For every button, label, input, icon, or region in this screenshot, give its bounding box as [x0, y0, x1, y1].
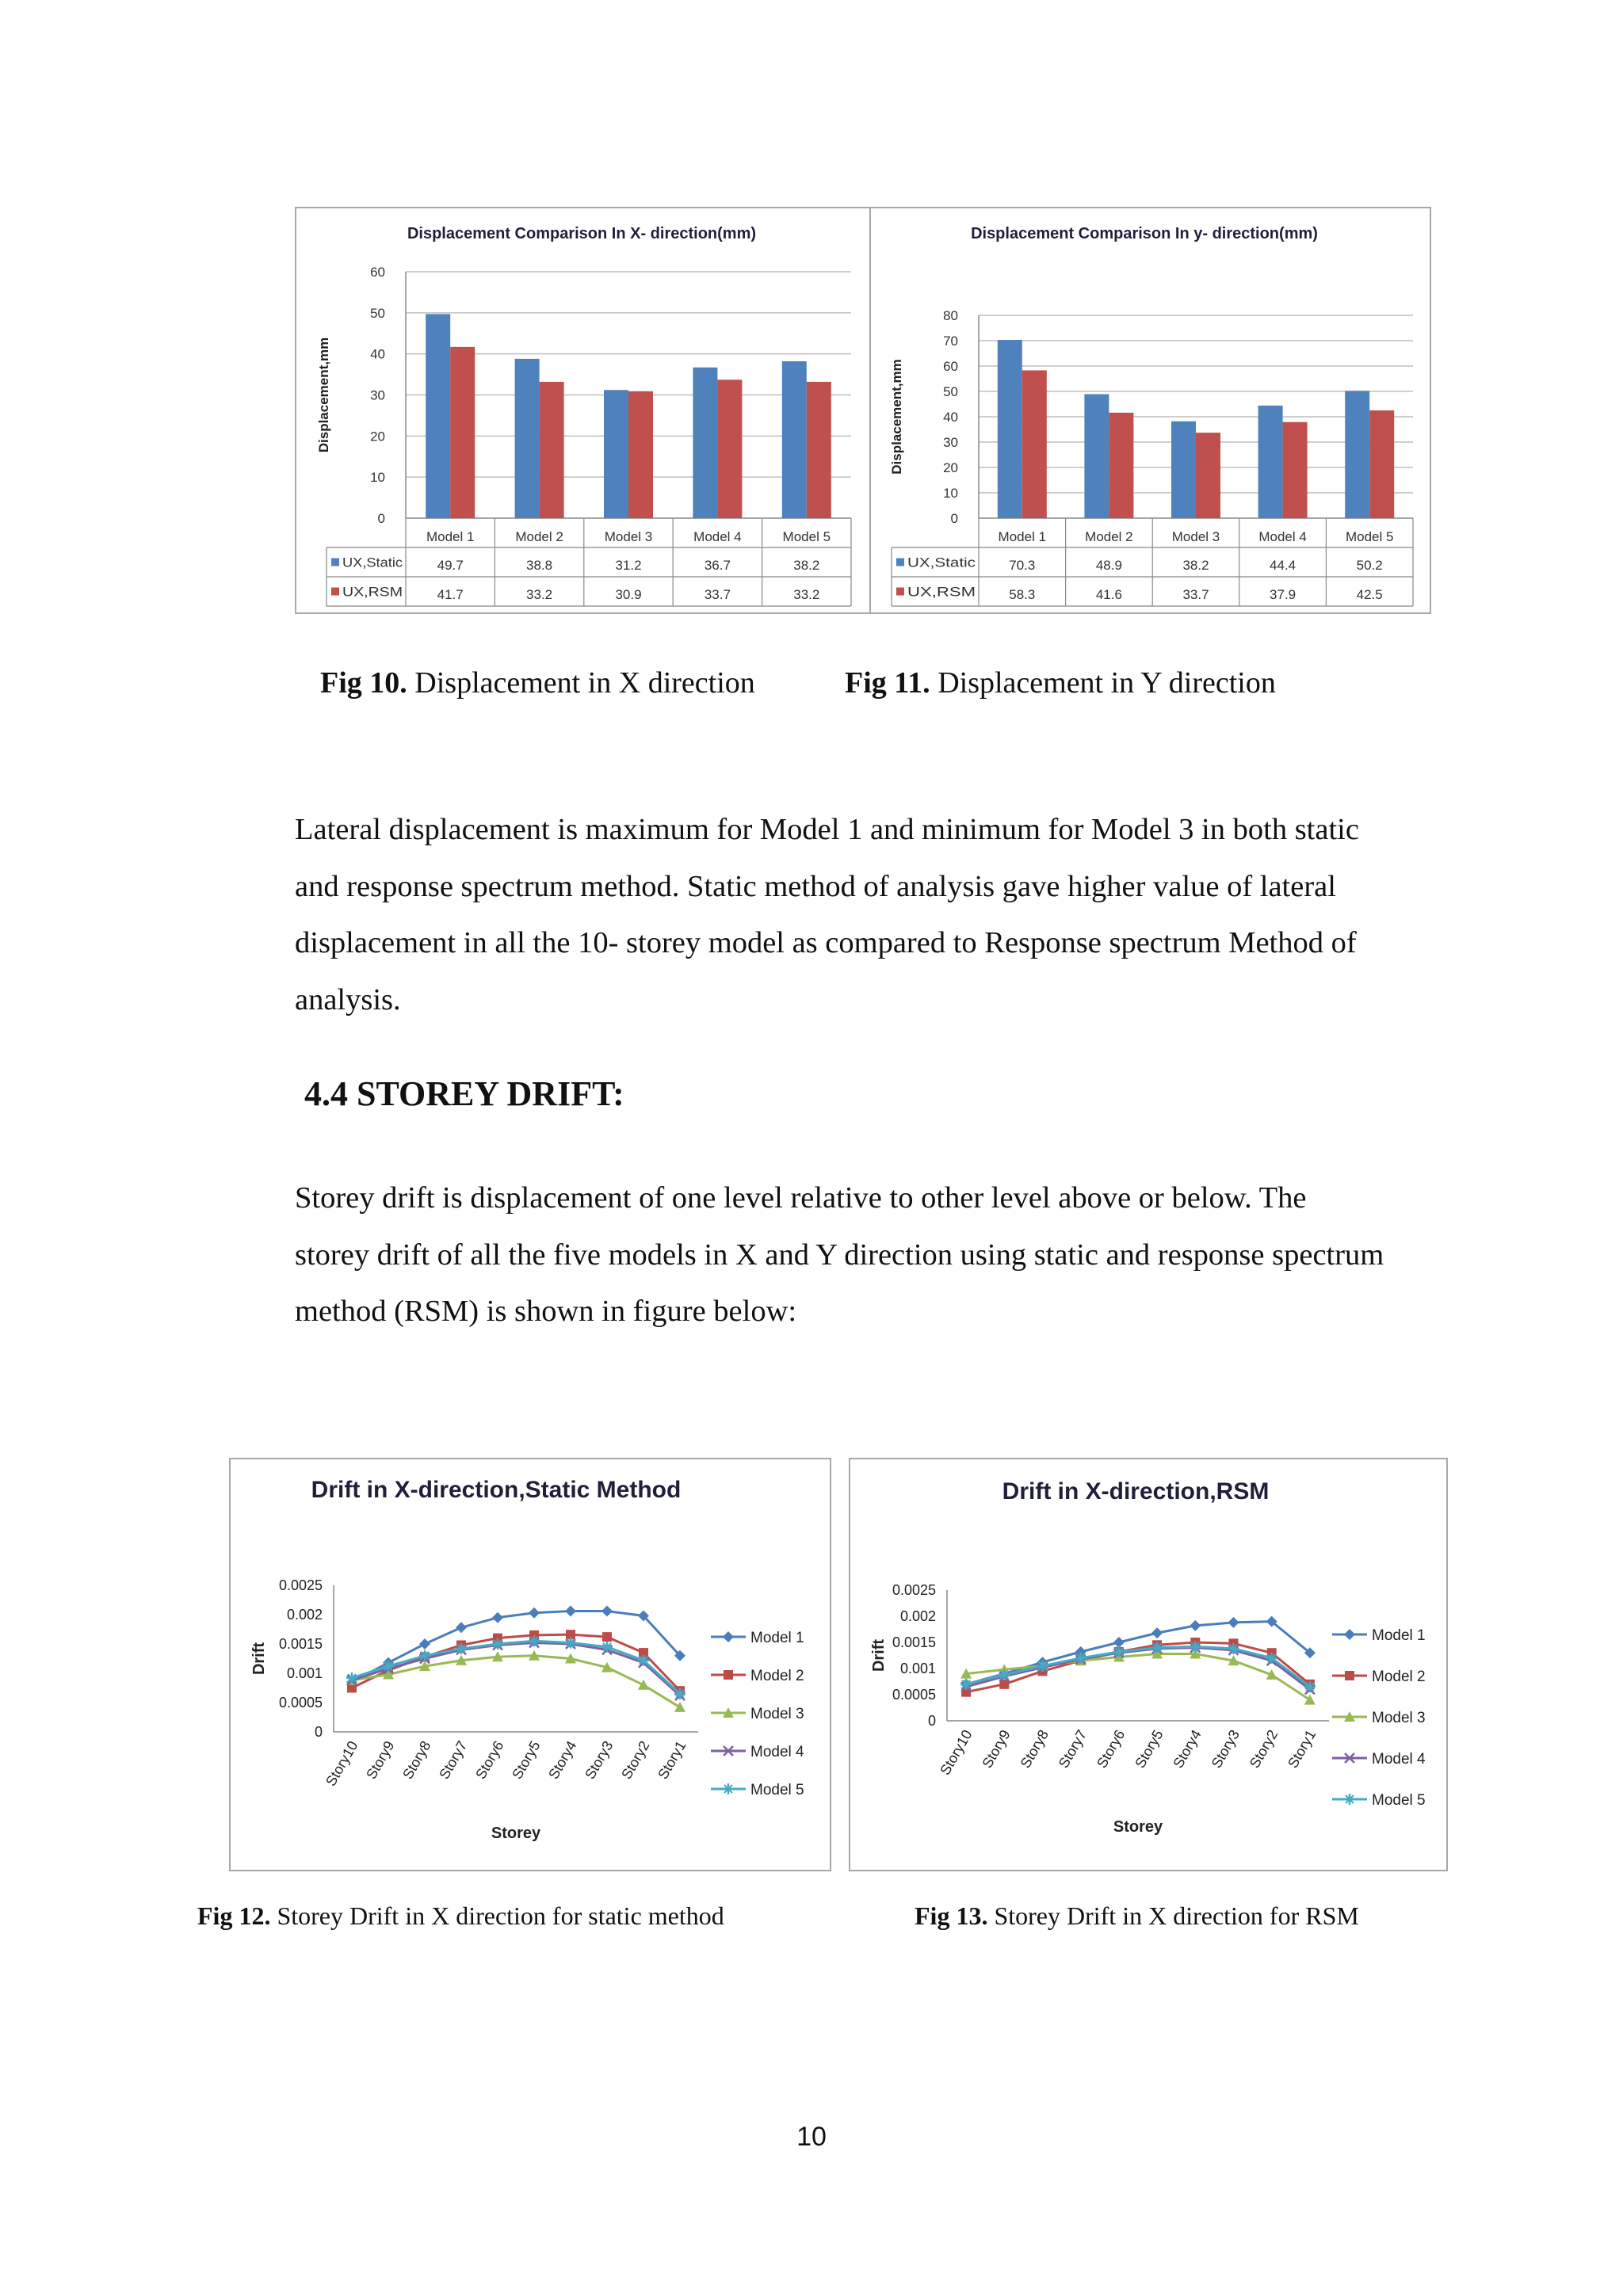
paragraph1-line: and response spectrum method. Static method of analysis gave higher value of lateral — [295, 869, 1336, 903]
data-table-value: 33.2 — [526, 587, 553, 602]
legend-label: Model 4 — [750, 1744, 804, 1760]
data-table-value: 48.9 — [1095, 558, 1122, 573]
data-point — [1228, 1643, 1239, 1654]
y-tick-label: 0 — [314, 1724, 323, 1740]
x-tick-label: Story3 — [1208, 1727, 1243, 1772]
figure-10-chart — [295, 207, 871, 614]
bar — [540, 382, 564, 518]
fig11-caption — [845, 666, 1276, 700]
paragraph2-line: method (RSM) is shown in figure below: — [295, 1295, 797, 1328]
fig13-caption-text: Storey Drift in X direction for RSM — [987, 1901, 1359, 1930]
bar — [1022, 370, 1047, 518]
chart-title: Drift in X-direction,Static Method — [311, 1477, 682, 1503]
data-point — [1151, 1642, 1163, 1653]
y-axis-label: Drift — [870, 1638, 888, 1672]
data-point — [1190, 1641, 1201, 1652]
legend-swatch — [331, 588, 339, 596]
paragraph1-line: displacement in all the 10- storey model as compared to Response spectrum Method of — [295, 926, 1357, 959]
data-point — [999, 1669, 1010, 1680]
figure-11-chart — [869, 207, 1431, 614]
bar — [515, 359, 540, 518]
data-point — [456, 1622, 467, 1633]
y-tick-label: 30 — [370, 387, 385, 403]
bar — [1109, 413, 1133, 518]
legend-label: Model 2 — [750, 1668, 804, 1684]
x-tick-label: Story7 — [436, 1738, 471, 1783]
fig12-svg — [231, 1459, 830, 1870]
x-tick-label: Model 3 — [1171, 529, 1220, 544]
data-table-value: 58.3 — [1009, 587, 1036, 602]
x-tick-label: Story6 — [472, 1738, 507, 1783]
y-tick-label: 0 — [927, 1713, 936, 1729]
fig11-caption-text: Displacement in Y direction — [930, 666, 1276, 700]
data-table-value: 33.7 — [704, 587, 731, 602]
data-table-value: 38.2 — [793, 558, 820, 573]
legend-swatch — [896, 588, 904, 596]
data-point — [419, 1650, 430, 1661]
data-point — [565, 1638, 576, 1649]
page-number: 10 — [796, 2122, 827, 2152]
legend-swatch — [896, 559, 904, 566]
x-tick-label: Story3 — [582, 1738, 617, 1783]
bar — [1283, 422, 1308, 518]
legend-label: Model 5 — [750, 1782, 804, 1798]
data-table-value: 36.7 — [704, 558, 731, 573]
y-tick-label: 0 — [950, 511, 958, 526]
data-table-value: 38.2 — [1182, 558, 1209, 573]
data-point — [529, 1608, 540, 1619]
x-tick-label: Model 5 — [1345, 529, 1394, 544]
data-table-value: 70.3 — [1009, 558, 1036, 573]
fig11-caption-label: Fig 11. — [845, 666, 930, 700]
data-point — [1344, 1629, 1355, 1640]
data-point — [674, 1688, 685, 1699]
y-tick-label: 10 — [943, 486, 958, 501]
x-tick-label: Story10 — [937, 1727, 976, 1778]
y-tick-label: 0.001 — [286, 1665, 323, 1681]
data-table-value: 42.5 — [1356, 587, 1383, 602]
data-point — [1190, 1620, 1201, 1631]
data-point — [1304, 1695, 1316, 1705]
x-tick-label: Story6 — [1094, 1727, 1128, 1772]
x-tick-label: Model 2 — [1085, 529, 1133, 544]
data-point — [456, 1643, 467, 1654]
x-tick-label: Story9 — [979, 1727, 1014, 1772]
x-tick-label: Story2 — [618, 1738, 653, 1783]
bar — [807, 382, 831, 518]
y-tick-label: 0.0015 — [278, 1636, 323, 1652]
bar — [1171, 421, 1196, 518]
x-tick-label: Story4 — [1170, 1727, 1205, 1772]
fig13-caption-label: Fig 13. — [915, 1901, 988, 1930]
x-tick-label: Story1 — [655, 1738, 689, 1783]
data-table-value: 41.6 — [1095, 587, 1122, 602]
y-tick-label: 10 — [370, 470, 385, 486]
y-tick-label: 20 — [370, 429, 385, 444]
legend-label: Model 5 — [1372, 1792, 1426, 1809]
x-tick-label: Model 3 — [604, 529, 653, 544]
y-axis-label: Displacement,mm — [889, 359, 904, 475]
legend-label: Model 3 — [1372, 1710, 1426, 1726]
legend-label: UX,RSM — [342, 584, 403, 600]
x-tick-label: Story9 — [363, 1738, 398, 1783]
x-tick-label: Story5 — [509, 1738, 544, 1783]
fig13-svg — [850, 1459, 1446, 1870]
y-tick-label: 40 — [370, 346, 385, 362]
series-line — [966, 1622, 1310, 1684]
y-tick-label: 0 — [377, 511, 385, 526]
x-tick-label: Model 1 — [998, 529, 1047, 544]
legend-label: UX,Static — [907, 555, 976, 570]
y-axis-label: Drift — [250, 1642, 268, 1676]
legend-label: Model 1 — [750, 1630, 804, 1646]
figure-12-chart — [229, 1458, 831, 1871]
y-tick-label: 0.0025 — [892, 1582, 936, 1598]
y-tick-label: 0.0005 — [892, 1687, 936, 1703]
y-tick-label: 0.002 — [899, 1608, 936, 1624]
x-tick-label: Story1 — [1285, 1727, 1319, 1772]
data-point — [419, 1638, 430, 1650]
data-point — [492, 1612, 503, 1623]
data-point — [601, 1606, 613, 1617]
data-table-value: 38.8 — [526, 558, 553, 573]
y-tick-label: 70 — [943, 334, 958, 349]
bar — [628, 391, 653, 518]
x-tick-label: Story10 — [323, 1738, 361, 1789]
bar — [717, 379, 742, 518]
bar — [998, 340, 1022, 518]
x-tick-label: Model 4 — [1258, 529, 1307, 544]
data-point — [724, 1670, 733, 1680]
bar — [782, 361, 807, 518]
data-point — [492, 1638, 503, 1650]
data-point — [723, 1783, 734, 1794]
data-table-value: 41.7 — [437, 587, 464, 602]
fig11-svg — [871, 208, 1430, 612]
bar — [426, 314, 450, 518]
fig10-svg — [296, 208, 869, 612]
y-axis-label: Displacement,mm — [316, 337, 331, 453]
data-point — [601, 1642, 613, 1653]
y-tick-label: 0.0025 — [278, 1577, 323, 1593]
data-point — [1037, 1661, 1048, 1672]
series-line — [352, 1641, 680, 1694]
y-tick-label: 50 — [370, 305, 385, 321]
x-tick-label: Story8 — [399, 1738, 434, 1783]
fig10-caption-label: Fig 10. — [320, 666, 407, 700]
data-point — [1228, 1617, 1239, 1628]
data-point — [529, 1635, 540, 1646]
x-tick-label: Story5 — [1132, 1727, 1167, 1772]
data-table-value: 33.2 — [793, 587, 820, 602]
data-table-value: 30.9 — [615, 587, 642, 602]
data-table-value: 33.7 — [1182, 587, 1209, 602]
legend-label: UX,RSM — [907, 584, 976, 600]
data-point — [638, 1680, 649, 1690]
bar — [693, 368, 717, 518]
data-point — [723, 1631, 734, 1642]
data-point — [1344, 1794, 1355, 1805]
bar — [1084, 395, 1109, 518]
y-tick-label: 0.0005 — [278, 1695, 323, 1711]
legend-label: UX,Static — [342, 555, 403, 570]
legend-swatch — [331, 559, 339, 566]
figure-13-chart — [849, 1458, 1448, 1871]
bar — [1345, 391, 1369, 518]
y-tick-label: 20 — [943, 460, 958, 475]
bar — [1258, 406, 1283, 518]
paragraph-storey-drift — [295, 1170, 1436, 1341]
fig10-caption — [320, 666, 755, 700]
series-line — [352, 1643, 680, 1696]
bar — [1196, 433, 1220, 518]
fig10-caption-text: Displacement in X direction — [407, 666, 755, 700]
fig12-caption-label: Fig 12. — [197, 1901, 271, 1930]
data-point — [565, 1606, 576, 1617]
data-point — [602, 1632, 612, 1642]
data-point — [674, 1702, 685, 1712]
data-point — [960, 1679, 972, 1690]
fig12-caption-text: Storey Drift in X direction for static method — [270, 1901, 724, 1930]
x-axis-label: Storey — [1113, 1818, 1163, 1836]
y-tick-label: 40 — [943, 410, 958, 425]
chart-title: Displacement Comparison In X- direction(mm) — [407, 225, 757, 242]
x-tick-label: Story8 — [1017, 1727, 1052, 1772]
data-point — [1266, 1653, 1277, 1664]
y-tick-label: 50 — [943, 384, 958, 399]
data-point — [1345, 1671, 1354, 1680]
data-table-value: 44.4 — [1270, 558, 1296, 573]
series-line — [966, 1654, 1310, 1700]
bar — [450, 347, 475, 518]
data-table-value: 50.2 — [1356, 558, 1383, 573]
paragraph2-line: storey drift of all the five models in X and Y direction using static and response spectrum — [295, 1238, 1384, 1272]
data-point — [1075, 1653, 1086, 1664]
legend-label: Model 2 — [1372, 1669, 1426, 1685]
y-tick-label: 80 — [943, 308, 958, 323]
y-tick-label: 0.002 — [286, 1607, 323, 1623]
data-point — [1304, 1681, 1316, 1692]
x-tick-label: Model 4 — [693, 529, 742, 544]
x-tick-label: Story2 — [1246, 1727, 1281, 1772]
paragraph-lateral-displacement — [295, 802, 1436, 1028]
legend-label: Model 3 — [750, 1706, 804, 1722]
data-point — [638, 1655, 649, 1666]
y-tick-label: 60 — [370, 265, 385, 280]
data-point — [1113, 1646, 1125, 1657]
y-tick-label: 0.001 — [899, 1661, 936, 1676]
x-tick-label: Model 5 — [782, 529, 831, 544]
data-point — [1151, 1627, 1163, 1638]
paragraph2-line: Storey drift is displacement of one level relative to other level above or below. The — [295, 1181, 1307, 1215]
x-tick-label: Story7 — [1055, 1727, 1090, 1772]
x-tick-label: Story4 — [545, 1738, 580, 1783]
data-point — [346, 1672, 357, 1684]
section-heading: 4.4 STOREY DRIFT: — [304, 1074, 624, 1113]
data-table-value: 49.7 — [437, 558, 464, 573]
fig13-caption — [915, 1901, 1359, 1931]
fig12-caption — [197, 1901, 724, 1931]
data-table-value: 31.2 — [615, 558, 642, 573]
y-tick-label: 60 — [943, 359, 958, 374]
y-tick-label: 0.0015 — [892, 1634, 936, 1650]
y-tick-label: 30 — [943, 435, 958, 450]
legend-label: Model 4 — [1372, 1751, 1426, 1768]
x-axis-label: Storey — [491, 1825, 541, 1842]
legend-label: Model 1 — [1372, 1627, 1426, 1644]
paragraph1-line: analysis. — [295, 982, 401, 1016]
data-table-value: 37.9 — [1270, 587, 1296, 602]
chart-title: Displacement Comparison In y- direction(mm) — [971, 225, 1318, 242]
x-tick-label: Model 1 — [426, 529, 475, 544]
data-point — [383, 1661, 394, 1672]
x-tick-label: Model 2 — [515, 529, 563, 544]
bar — [1369, 410, 1394, 518]
chart-title: Drift in X-direction,RSM — [1002, 1478, 1270, 1505]
paragraph1-line: Lateral displacement is maximum for Model 1 and minimum for Model 3 in both static — [295, 813, 1359, 846]
bar — [604, 390, 628, 518]
